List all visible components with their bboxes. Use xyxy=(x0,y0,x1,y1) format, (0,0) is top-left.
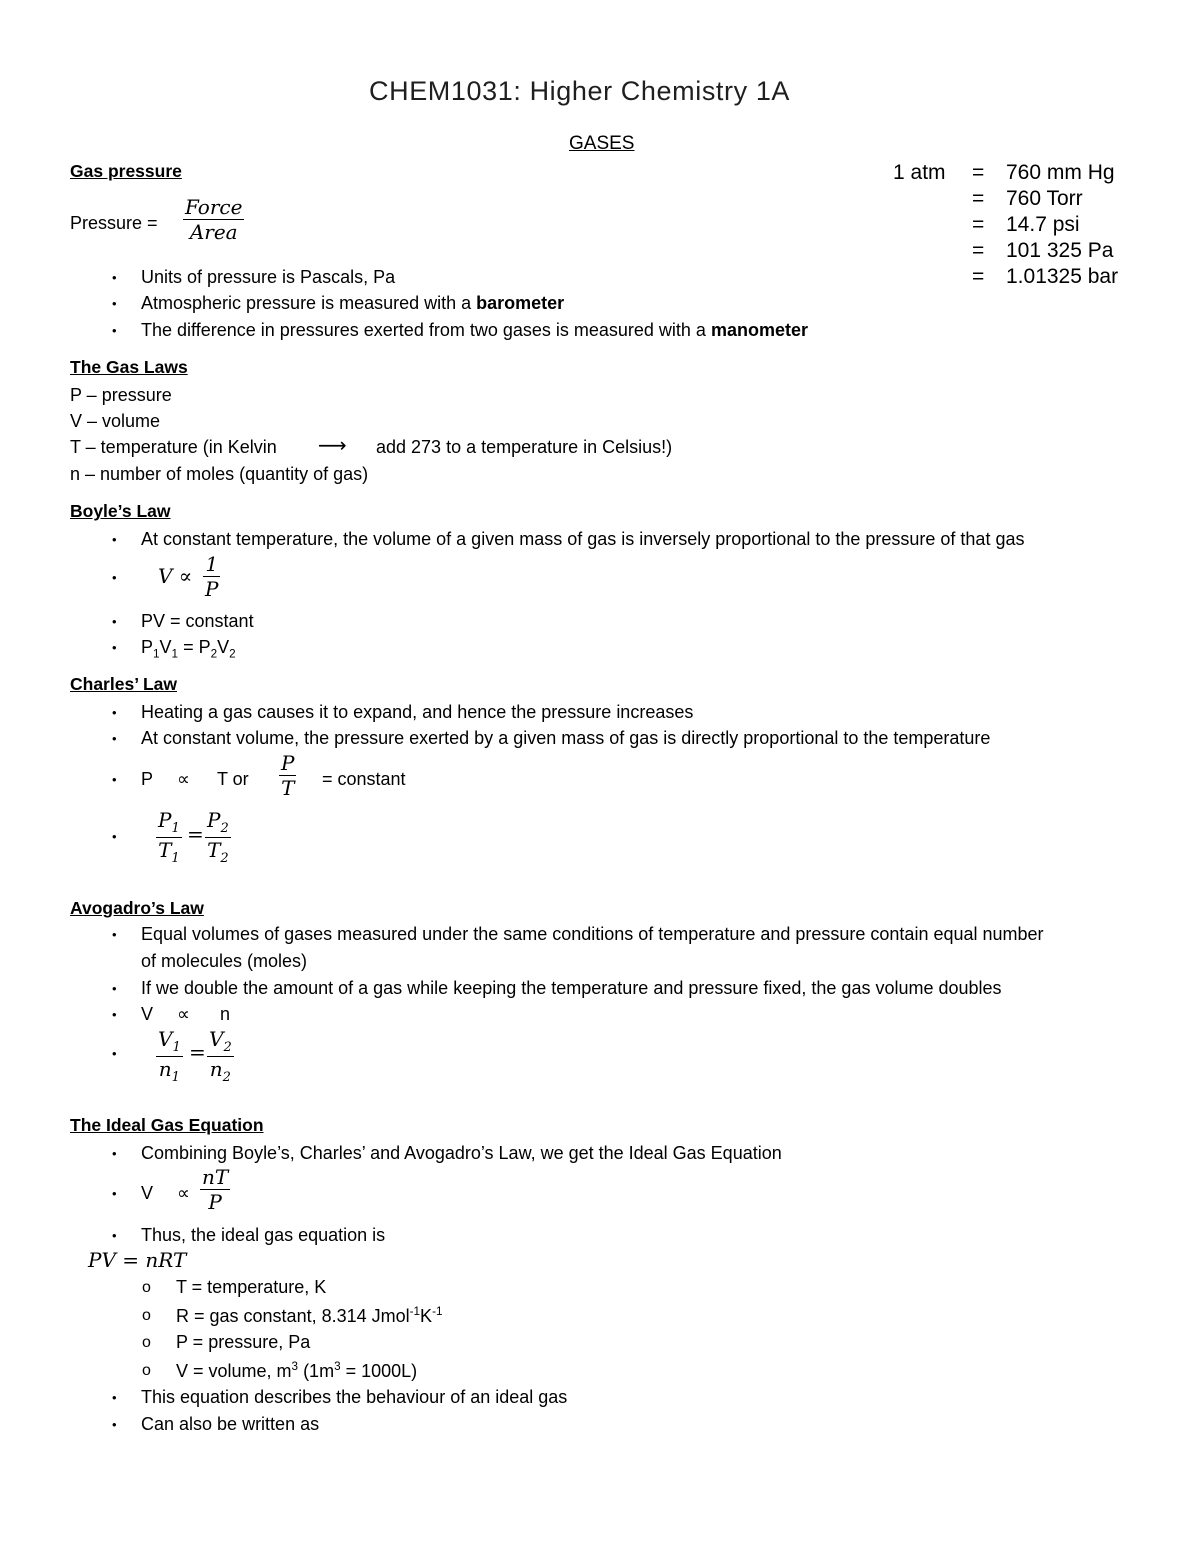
page-title: CHEM1031: Higher Chemistry 1A xyxy=(369,76,791,106)
subscript: 1 xyxy=(153,647,160,661)
ideal-also-written: Can also be written as xyxy=(141,1414,320,1434)
area-text: Area xyxy=(189,220,238,244)
equals-sign: = xyxy=(972,265,985,288)
bullet-icon: • xyxy=(112,705,117,720)
conversion-value: 760 Torr xyxy=(1006,187,1083,210)
bullet-icon: • xyxy=(112,981,117,996)
v-symbol: V xyxy=(159,637,172,657)
charles-statement-2: At constant volume, the pressure exerted by a given mass of gas is directly proportional to the temperature xyxy=(141,728,991,748)
units-bullet: Units of pressure is Pascals, Pa xyxy=(141,267,396,287)
bullet-icon: • xyxy=(112,1046,117,1061)
bullet-icon: • xyxy=(112,772,117,787)
bullet-icon: • xyxy=(112,829,117,844)
barometer-word: barometer xyxy=(476,293,565,313)
t-symbol: T xyxy=(207,838,221,863)
charles-heading: Charles’ Law xyxy=(70,674,177,694)
superscript: 3 xyxy=(334,1360,341,1373)
equals-sign: = xyxy=(972,161,985,184)
charles-statement-1: Heating a gas causes it to expand, and hence the pressure increases xyxy=(141,702,694,722)
superscript: 3 xyxy=(291,1360,299,1373)
n-symbol: n xyxy=(209,1057,223,1082)
p-symbol: P xyxy=(198,637,211,657)
charles-constant: = constant xyxy=(322,769,406,789)
ideal-describes: This equation describes the behaviour of an ideal gas xyxy=(141,1387,568,1407)
sub-bullet-icon: o xyxy=(142,1362,151,1379)
bullet-icon: • xyxy=(112,270,117,285)
avogadro-statement-line1: Equal volumes of gases measured under the same conditions of temperature and pressure contain equal number xyxy=(141,924,1044,944)
volume-text: V = volume, m xyxy=(176,1361,292,1381)
superscript: -1 xyxy=(409,1305,421,1318)
kelvin-unit: K xyxy=(420,1306,433,1326)
manometer-word: manometer xyxy=(710,320,808,340)
bullet-icon: • xyxy=(112,1007,117,1022)
conversion-value: 14.7 psi xyxy=(1006,213,1080,236)
barometer-text: Atmospheric pressure is measured with a xyxy=(141,293,477,313)
p-den: P xyxy=(208,1190,222,1214)
manometer-text: The difference in pressures exerted from two gases is measured with a xyxy=(141,320,711,340)
bullet-icon: • xyxy=(112,323,117,338)
v-symbol: V xyxy=(158,1027,173,1051)
charles-den: T xyxy=(281,776,295,800)
charles-ratio-right xyxy=(205,809,231,867)
p1-num xyxy=(156,809,182,836)
n-symbol: n xyxy=(158,1057,172,1082)
avogadro-double: If we double the amount of a gas while keeping the temperature and pressure fixed, the gas volume doubles xyxy=(141,978,1002,998)
subscript: 1 xyxy=(171,647,179,661)
gas-constant xyxy=(176,1306,442,1325)
charles-p: P xyxy=(141,769,154,789)
volume-unit xyxy=(176,1361,417,1380)
boyle-prop-lhs: V ∝ xyxy=(158,564,193,588)
ideal-nt-over-p xyxy=(200,1166,230,1213)
subscript: 1 xyxy=(171,821,180,836)
section-title: GASES xyxy=(569,133,635,154)
bullet-icon: • xyxy=(112,614,117,629)
ideal-combining: Combining Boyle’s, Charles’ and Avogadro’s Law, we get the Ideal Gas Equation xyxy=(141,1143,782,1163)
gas-laws-heading: The Gas Laws xyxy=(70,357,188,377)
pressure-fraction xyxy=(183,196,244,243)
ideal-v: V xyxy=(141,1183,154,1203)
barometer-bullet xyxy=(141,294,564,312)
volume-def: V – volume xyxy=(70,411,161,431)
avogadro-ratio-right xyxy=(207,1028,234,1086)
sub-bullet-icon: o xyxy=(142,1279,151,1296)
pressure-def: P – pressure xyxy=(70,385,172,405)
bullet-icon: • xyxy=(112,1390,117,1405)
v-symbol: V xyxy=(217,637,230,657)
volume-text: = 1000L) xyxy=(340,1361,418,1381)
ideal-gas-equation: PV = nRT xyxy=(88,1248,187,1272)
t1-den xyxy=(156,839,182,866)
bullet-icon: • xyxy=(112,731,117,746)
gas-constant-text: R = gas constant, 8.314 Jmol xyxy=(176,1306,410,1326)
boyle-heading: Boyle’s Law xyxy=(70,501,171,521)
proportional-icon: ∝ xyxy=(177,1004,190,1024)
p-symbol: P xyxy=(141,637,154,657)
subscript: 1 xyxy=(172,1040,181,1055)
subscript: 2 xyxy=(220,851,229,867)
charles-ratio-left xyxy=(156,809,182,867)
boyle-statement: At constant temperature, the volume of a given mass of gas is inversely proportional to the pressure of that gas xyxy=(141,529,1025,549)
boyle-den: P xyxy=(205,577,219,601)
temperature-def: T – temperature (in Kelvin xyxy=(70,437,277,457)
p2-num xyxy=(205,809,231,836)
subscript: 2 xyxy=(223,1040,232,1055)
nt-num: nT xyxy=(202,1165,229,1189)
n2-den xyxy=(208,1058,233,1085)
subscript: 2 xyxy=(220,821,229,836)
equals-sign: = xyxy=(187,822,204,846)
subscript: 1 xyxy=(171,851,180,867)
manometer-bullet xyxy=(141,321,808,339)
avogadro-statement-line2: of molecules (moles) xyxy=(141,951,308,971)
gas-pressure-heading: Gas pressure xyxy=(70,161,182,181)
bullet-icon: • xyxy=(112,570,117,585)
bullet-icon: • xyxy=(112,927,117,942)
charles-p-over-t xyxy=(279,752,296,799)
ideal-gas-heading: The Ideal Gas Equation xyxy=(70,1115,264,1135)
equals-sign: = xyxy=(189,1040,206,1064)
arrow-icon: ⟶ xyxy=(318,435,347,457)
bullet-icon: • xyxy=(112,640,117,655)
equals-sign: = xyxy=(178,637,199,657)
superscript: -1 xyxy=(432,1305,443,1318)
temperature-unit: T = temperature, K xyxy=(176,1277,327,1297)
boyle-fraction xyxy=(203,553,220,600)
conversion-value: 760 mm Hg xyxy=(1006,161,1115,184)
p-symbol: P xyxy=(207,808,221,832)
equals-sign: = xyxy=(972,187,985,210)
v1-num xyxy=(156,1028,183,1055)
avogadro-v: V xyxy=(141,1004,154,1024)
bullet-icon: • xyxy=(112,1146,117,1161)
bullet-icon: • xyxy=(112,296,117,311)
equals-sign: = xyxy=(972,213,985,236)
bullet-icon: • xyxy=(112,1417,117,1432)
t2-den xyxy=(205,839,231,866)
proportional-icon: ∝ xyxy=(177,1183,190,1203)
conversion-value: 1.01325 bar xyxy=(1006,265,1119,288)
avogadro-ratio-left xyxy=(156,1028,183,1086)
n1-den xyxy=(157,1058,182,1085)
moles-def: n – number of moles (quantity of gas) xyxy=(70,464,369,484)
bullet-icon: • xyxy=(112,1186,117,1201)
atm-label: 1 atm xyxy=(893,161,946,184)
v-symbol: V xyxy=(209,1027,224,1051)
avogadro-heading: Avogadro’s Law xyxy=(70,898,204,918)
bullet-icon: • xyxy=(112,1228,117,1243)
p-symbol: P xyxy=(158,808,172,832)
boyle-num: 1 xyxy=(205,552,219,576)
subscript: 2 xyxy=(210,647,218,661)
pv-constant: PV = constant xyxy=(141,611,254,631)
bullet-icon: • xyxy=(112,532,117,547)
subscript: 2 xyxy=(222,1070,231,1086)
equals-sign: = xyxy=(972,239,985,262)
conversion-value: 101 325 Pa xyxy=(1006,239,1114,262)
subscript: 1 xyxy=(171,1070,180,1086)
charles-num: P xyxy=(281,751,295,775)
t-symbol: T xyxy=(158,838,172,863)
pressure-unit: P = pressure, Pa xyxy=(176,1332,311,1352)
subscript: 2 xyxy=(229,647,236,661)
ideal-thus: Thus, the ideal gas equation is xyxy=(141,1225,386,1245)
charles-t-or: T or xyxy=(217,769,249,789)
proportional-icon: ∝ xyxy=(177,769,190,789)
v2-num xyxy=(207,1028,234,1055)
kelvin-note: add 273 to a temperature in Celsius!) xyxy=(376,437,673,457)
sub-bullet-icon: o xyxy=(142,1334,151,1351)
volume-text: (1m xyxy=(298,1361,335,1381)
force-text: Force xyxy=(185,195,243,219)
p1v1-equation xyxy=(141,638,236,660)
pressure-label: Pressure = xyxy=(70,213,158,233)
sub-bullet-icon: o xyxy=(142,1307,151,1324)
avogadro-n: n xyxy=(220,1004,231,1024)
